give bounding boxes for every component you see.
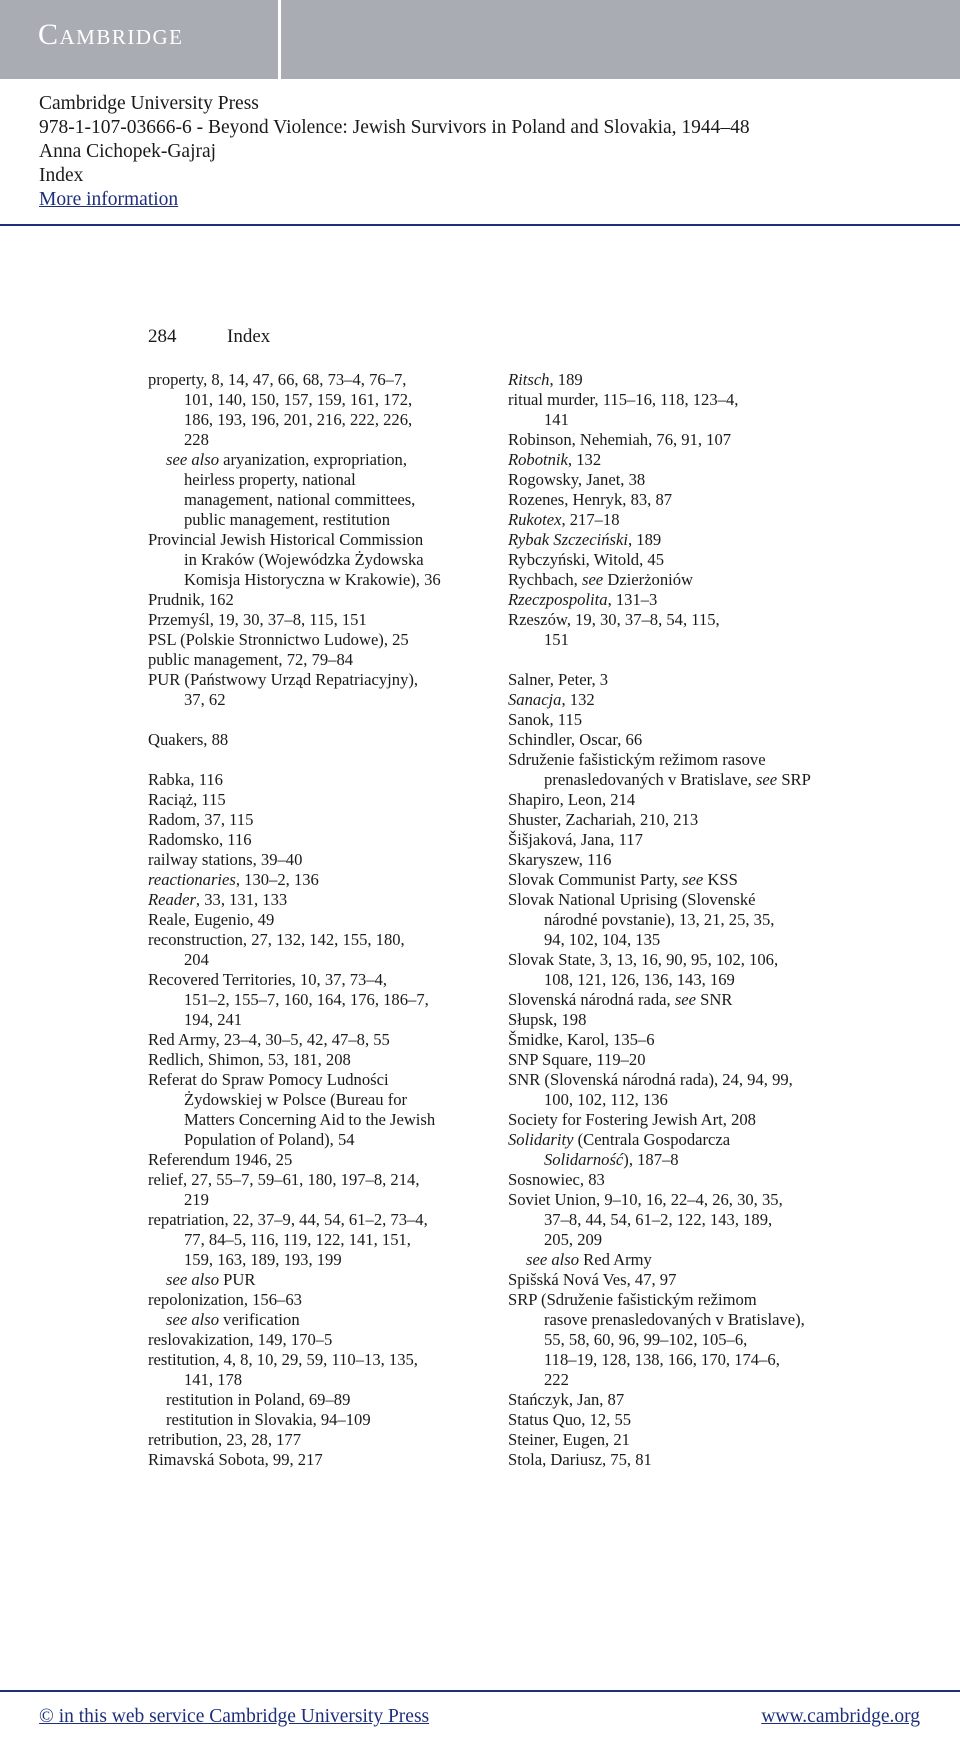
entry-text: reconstruction, 27, 132, 142, 155, 180, [148,930,405,949]
entry-text: Rimavská Sobota, 99, 217 [148,1450,323,1469]
index-entry [148,450,441,470]
entry-text: verification [219,1310,300,1329]
index-entry [148,930,441,950]
entry-text: Slovak National Uprising (Slovenské [508,890,756,909]
entry-italic: Rybak Szczeciński [508,530,628,549]
entry-text: Skaryszew, 116 [508,850,612,869]
index-entry [508,1010,811,1030]
index-entry [148,670,441,690]
index-entry [508,890,811,910]
entry-text: Reale, Eugenio, 49 [148,910,275,929]
entry-italic: see also [526,1250,579,1269]
entry-text: 118–19, 128, 138, 166, 170, 174–6, [544,1350,780,1369]
entry-text: Slovenská národná rada, [508,990,675,1009]
index-entry [148,1290,441,1310]
index-entry [508,1170,811,1190]
entry-text: SRP [777,770,811,789]
entry-text: 55, 58, 60, 96, 99–102, 105–6, [544,1330,748,1349]
index-entry [148,1050,441,1070]
entry-text: Rogowsky, Janet, 38 [508,470,646,489]
entry-italic: see [581,570,604,589]
entry-text: 151 [544,630,569,649]
entry-text: ritual murder, 115–16, 118, 123–4, [508,390,739,409]
index-gap [508,650,811,670]
entry-text: repolonization, 156–63 [148,1290,302,1309]
entry-text: Robinson, Nehemiah, 76, 91, 107 [508,430,732,449]
index-entry [508,390,811,410]
index-entry [148,1250,441,1270]
publisher-line: Cambridge University Press [39,93,259,114]
index-entry [508,1390,811,1410]
entry-text: SNR (Slovenská národná rada), 24, 94, 99, [508,1070,793,1089]
entry-text: 219 [184,1190,209,1209]
index-entry [148,1170,441,1190]
index-entry [508,1070,811,1090]
index-entry [148,550,441,570]
index-entry [148,1110,441,1130]
entry-text: restitution, 4, 8, 10, 29, 59, 110–13, 135, [148,1350,418,1369]
index-entry [148,970,441,990]
index-entry [148,1070,441,1090]
index-entry [148,410,441,430]
index-entry [508,690,811,710]
entry-text: 228 [184,430,209,449]
index-entry [148,570,441,590]
index-entry [148,1450,441,1470]
index-entry [148,490,441,510]
entry-text: in Kraków (Wojewódzka Żydowska [184,550,424,569]
index-entry [508,990,811,1010]
entry-text: restitution in Poland, 69–89 [166,1390,351,1409]
entry-text: , 130–2, 136 [235,870,319,889]
entry-text: Quakers, 88 [148,730,229,749]
cambridge-logo: Cambridge [38,18,184,51]
entry-text: 204 [184,950,209,969]
footer-rule [0,1690,960,1692]
entry-text: Spišská Nová Ves, 47, 97 [508,1270,677,1289]
entry-text: 222 [544,1370,569,1389]
publisher-banner [0,0,960,79]
index-entry [148,1350,441,1370]
entry-text: Stola, Dariusz, 75, 81 [508,1450,652,1469]
index-column-right [508,370,811,1470]
entry-text: Redlich, Shimon, 53, 181, 208 [148,1050,351,1069]
index-entry [148,830,441,850]
index-column-left [148,370,441,1470]
entry-text: , 217–18 [561,510,620,529]
entry-text: Sdruženie fašistickým režimom rasove [508,750,766,769]
index-entry [148,890,441,910]
index-entry [148,770,441,790]
entry-text: 205, 209 [544,1230,603,1249]
index-entry [148,1370,441,1390]
index-entry [508,550,811,570]
index-entry [148,990,441,1010]
entry-text: Status Quo, 12, 55 [508,1410,632,1429]
index-entry [148,810,441,830]
index-entry [148,790,441,810]
index-gap [148,750,441,770]
entry-text: Rzeszów, 19, 30, 37–8, 54, 115, [508,610,720,629]
entry-text: Rybczyński, Witold, 45 [508,550,664,569]
index-entry [508,930,811,950]
entry-text: národné povstanie), 13, 21, 25, 35, [544,910,775,929]
entry-text: Matters Concerning Aid to the Jewish [184,1110,436,1129]
index-entry [508,570,811,590]
page-title: Index [227,326,271,347]
entry-text: railway stations, 39–40 [148,850,303,869]
entry-text: Stańczyk, Jan, 87 [508,1390,625,1409]
index-entry [508,870,811,890]
entry-text: (Centrala Gospodarcza [573,1130,731,1149]
index-entry [148,1010,441,1030]
index-entry [148,1130,441,1150]
index-entry [508,590,811,610]
entry-italic: see [755,770,778,789]
entry-text: 94, 102, 104, 135 [544,930,661,949]
entry-text: SRP (Sdruženie fašistickým režimom [508,1290,757,1309]
entry-text: PSL (Polskie Stronnictwo Ludowe), 25 [148,630,409,649]
entry-text: property, 8, 14, 47, 66, 68, 73–4, 76–7, [148,370,407,389]
entry-text: Population of Poland), 54 [184,1130,355,1149]
entry-text: aryanization, expropriation, [219,450,407,469]
entry-text: 37, 62 [184,690,226,709]
index-entry [508,730,811,750]
entry-italic: see [682,870,704,889]
index-entry [148,1410,441,1430]
entry-text: Komisja Historyczna w Krakowie), 36 [184,570,441,589]
entry-text: , 33, 131, 133 [195,890,288,909]
entry-text: Slovak Communist Party, [508,870,683,889]
banner-divider [278,0,281,79]
entry-text: public management, 72, 79–84 [148,650,354,669]
entry-text: SNR [696,990,733,1009]
entry-text: 37–8, 44, 54, 61–2, 122, 143, 189, [544,1210,773,1229]
entry-text: prenasledovaných v Bratislave, [544,770,756,789]
entry-text: Shapiro, Leon, 214 [508,790,636,809]
index-entry [508,490,811,510]
index-entry [148,510,441,530]
entry-text: Żydowskiej w Polsce (Bureau for [184,1090,408,1109]
entry-text: 108, 121, 126, 136, 143, 169 [544,970,735,989]
book-title-line: 978-1-107-03666-6 - Beyond Violence: Jewish Survivors in Poland and Slovakia, 1944–48 [39,117,750,138]
index-entry [508,1270,811,1290]
entry-text: Society for Fostering Jewish Art, 208 [508,1110,756,1129]
entry-text: Referendum 1946, 25 [148,1150,293,1169]
index-entry [508,970,811,990]
entry-text: Dzierżoniów [603,570,694,589]
book-header [39,92,750,212]
entry-text: Prudnik, 162 [148,590,234,609]
entry-italic: see also [166,1270,219,1289]
entry-text: Przemyśl, 19, 30, 37–8, 115, 151 [148,610,367,629]
index-entry [508,510,811,530]
index-entry [508,1350,811,1370]
entry-text: Rychbach, [508,570,582,589]
index-entry [508,1110,811,1130]
entry-text: Schindler, Oscar, 66 [508,730,643,749]
entry-text: Rozenes, Henryk, 83, 87 [508,490,673,509]
index-entry [148,910,441,930]
index-entry [508,430,811,450]
entry-text: PUR (Państwowy Urząd Repatriacyjny), [148,670,419,689]
section-line: Index [39,165,84,186]
index-entry [148,430,441,450]
index-entry [508,1150,811,1170]
index-entry [508,630,811,650]
entry-italic: Reader [148,890,196,909]
index-entry [508,1190,811,1210]
index-entry [148,870,441,890]
index-entry [508,770,811,790]
entry-text: 141 [544,410,569,429]
entry-text: , 132 [561,690,595,709]
index-entry [508,610,811,630]
index-gap [148,710,441,730]
entry-italic: Rzeczpospolita [508,590,608,609]
entry-italic: Robotnik [508,450,568,469]
entry-text: Radomsko, 116 [148,830,252,849]
page-header [148,326,270,348]
index-entry [148,1210,441,1230]
entry-text: , 132 [567,450,602,469]
entry-text: retribution, 23, 28, 177 [148,1430,302,1449]
entry-text: Red Army, 23–4, 30–5, 42, 47–8, 55 [148,1030,390,1049]
index-entry [148,1430,441,1450]
index-entry [508,1130,811,1150]
entry-italic: see also [166,1310,219,1329]
entry-text: reslovakization, 149, 170–5 [148,1330,333,1349]
entry-text: 100, 102, 112, 136 [544,1090,668,1109]
entry-text: heirless property, national [184,470,356,489]
entry-text: public management, restitution [184,510,390,529]
entry-text: 159, 163, 189, 193, 199 [184,1250,342,1269]
entry-text: repatriation, 22, 37–9, 44, 54, 61–2, 73–4, [148,1210,428,1229]
index-entry [148,470,441,490]
index-entry [508,1210,811,1230]
index-entry [508,950,811,970]
entry-italic: Sanacja [508,690,562,709]
index-entry [508,1230,811,1250]
entry-text: 77, 84–5, 116, 119, 122, 141, 151, [184,1230,411,1249]
entry-text: Recovered Territories, 10, 37, 73–4, [148,970,388,989]
entry-text: Shuster, Zachariah, 210, 213 [508,810,699,829]
page-number: 284 [148,326,177,347]
entry-text: Slovak State, 3, 13, 16, 90, 95, 102, 106, [508,950,779,969]
index-entry [148,1030,441,1050]
entry-italic: Ritsch [508,370,550,389]
index-entry [508,710,811,730]
index-entry [508,1330,811,1350]
entry-text: , 189 [549,370,583,389]
index-entry [148,530,441,550]
entry-text: Salner, Peter, 3 [508,670,609,689]
index-entry [508,530,811,550]
entry-text: Šišjaková, Jana, 117 [508,830,643,849]
index-entry [508,1250,811,1270]
index-entry [148,690,441,710]
index-entry [508,1370,811,1390]
entry-text: Sanok, 115 [508,710,583,729]
index-entry [508,850,811,870]
index-entry [148,850,441,870]
index-entry [148,630,441,650]
index-entry [148,1390,441,1410]
index-entry [508,910,811,930]
index-entry [148,1310,441,1330]
index-entry [508,670,811,690]
index-entry [508,810,811,830]
copyright-link[interactable]: © in this web service Cambridge University Press [39,1706,430,1727]
index-entry [148,590,441,610]
entry-text: KSS [703,870,738,889]
index-entry [508,1290,811,1310]
index-entry [148,950,441,970]
index-entry [508,1030,811,1050]
index-entry [148,1090,441,1110]
entry-text: PUR [219,1270,256,1289]
index-entry [148,390,441,410]
index-entry [148,730,441,750]
index-entry [508,1090,811,1110]
entry-italic: Solidarity [508,1130,574,1149]
entry-text: relief, 27, 55–7, 59–61, 180, 197–8, 214, [148,1170,420,1189]
entry-text: Provincial Jewish Historical Commission [148,530,424,549]
entry-italic: see [674,990,697,1009]
entry-text: Referat do Spraw Pomocy Ludności [148,1070,389,1089]
entry-text: rasove prenasledovaných v Bratislave), [544,1310,805,1329]
header-rule [0,224,960,226]
entry-text: Steiner, Eugen, 21 [508,1430,630,1449]
index-entry [508,790,811,810]
entry-text: restitution in Slovakia, 94–109 [166,1410,371,1429]
index-entry [508,1410,811,1430]
entry-text: , 189 [627,530,662,549]
index-entry [148,1190,441,1210]
entry-text: Radom, 37, 115 [148,810,254,829]
index-entry [148,1150,441,1170]
author-line: Anna Cichopek-Gajraj [39,141,217,162]
entry-text: 194, 241 [184,1010,243,1029]
entry-text: SNP Square, 119–20 [508,1050,646,1069]
index-entry [148,610,441,630]
entry-italic: reactionaries [148,870,236,889]
entry-text: , 131–3 [607,590,658,609]
entry-text: Raciąż, 115 [148,790,226,809]
entry-text: ), 187–8 [623,1150,679,1169]
index-entry [508,470,811,490]
entry-text: Red Army [579,1250,652,1269]
index-entry [508,370,811,390]
entry-text: 151–2, 155–7, 160, 164, 176, 186–7, [184,990,429,1009]
index-entry [508,1310,811,1330]
entry-text: Rabka, 116 [148,770,223,789]
entry-italic: Rukotex [508,510,562,529]
index-entry [508,830,811,850]
index-entry [508,1430,811,1450]
entry-text: Soviet Union, 9–10, 16, 22–4, 26, 30, 35, [508,1190,783,1209]
index-entry [148,650,441,670]
entry-text: Słupsk, 198 [508,1010,587,1029]
index-entry [148,370,441,390]
index-entry [508,450,811,470]
index-entry [148,1330,441,1350]
index-entry [148,1230,441,1250]
index-entry [508,750,811,770]
entry-text: 141, 178 [184,1370,243,1389]
entry-text: Sosnowiec, 83 [508,1170,605,1189]
entry-text: management, national committees, [184,490,416,509]
entry-italic: Solidarność [544,1150,624,1169]
more-information-link[interactable]: More information [39,189,179,210]
index-entry [508,1450,811,1470]
entry-italic: see also [166,450,219,469]
index-entry [508,1050,811,1070]
entry-text: Šmidke, Karol, 135–6 [508,1030,655,1049]
entry-text: 101, 140, 150, 157, 159, 161, 172, [184,390,413,409]
index-entry [508,410,811,430]
index-entry [148,1270,441,1290]
website-link[interactable]: www.cambridge.org [761,1706,920,1727]
entry-text: 186, 193, 196, 201, 216, 222, 226, [184,410,413,429]
